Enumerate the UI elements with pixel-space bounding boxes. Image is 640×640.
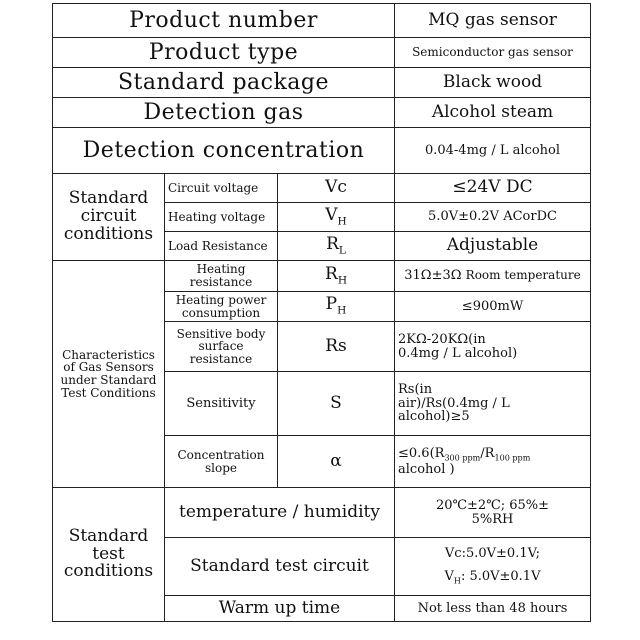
param-symbol: $V_H$ xyxy=(278,203,395,232)
table-row xyxy=(53,128,591,174)
param-value: 5.0V±0.2V ACorDC xyxy=(395,203,591,232)
param-symbol: α xyxy=(278,436,395,488)
param-value: ≤24V DC xyxy=(395,174,591,203)
param-name: Sensitive body surface resistance xyxy=(165,322,278,372)
table-row xyxy=(53,68,591,98)
param-value: 20℃±2℃; 65%± 5%RH xyxy=(395,488,591,538)
param-name: Heating voltage xyxy=(165,203,278,232)
param-value: 2KΩ-20KΩ(in 0.4mg / L alcohol) xyxy=(395,322,591,372)
table-row xyxy=(53,488,591,538)
param-name: Heating power consumption xyxy=(165,292,278,322)
row-value: Black wood xyxy=(395,68,591,98)
row-value: 0.04-4mg / L alcohol xyxy=(395,128,591,174)
param-name: Sensitivity xyxy=(165,372,278,436)
row-label: Standard package xyxy=(53,68,395,98)
group-label: Characteristics of Gas Sensors under Standard Test Conditions xyxy=(53,261,165,488)
param-symbol: Vc xyxy=(278,174,395,203)
group-label: Standard test conditions xyxy=(53,488,165,622)
param-value: Adjustable xyxy=(395,232,591,261)
sensor-spec-table xyxy=(52,3,591,622)
param-value: $\le 0.6(R_{300 ppm}/R_{100 ppm}$ alcohol ) xyxy=(395,436,591,488)
param-value: ≤900mW xyxy=(395,292,591,322)
param-symbol: Rs xyxy=(278,322,395,372)
row-label: Detection concentration xyxy=(53,128,395,174)
param-name: Circuit voltage xyxy=(165,174,278,203)
row-value: MQ gas sensor xyxy=(395,4,591,38)
row-label: Detection gas xyxy=(53,98,395,128)
param-name: Warm up time xyxy=(165,596,395,622)
row-value: Semiconductor gas sensor xyxy=(395,38,591,68)
table-row xyxy=(53,98,591,128)
param-value: Rs(in air)/Rs(0.4mg / L alcohol)≥5 xyxy=(395,372,591,436)
row-label: Product type xyxy=(53,38,395,68)
param-name: temperature / humidity xyxy=(165,488,395,538)
param-value: Not less than 48 hours xyxy=(395,596,591,622)
param-name: Standard test circuit xyxy=(165,538,395,596)
row-value: Alcohol steam xyxy=(395,98,591,128)
param-name: Heating resistance xyxy=(165,261,278,292)
param-symbol: $R_H$ xyxy=(278,261,395,292)
param-value: Vc:5.0V±0.1V; $V_H$: 5.0V±0.1V xyxy=(395,538,591,596)
table-row xyxy=(53,261,591,292)
param-symbol: $P_H$ xyxy=(278,292,395,322)
param-symbol: $R_L$ xyxy=(278,232,395,261)
group-label: Standard circuit conditions xyxy=(53,174,165,261)
row-label: Product number xyxy=(53,4,395,38)
param-value: 31Ω±3Ω Room temperature xyxy=(395,261,591,292)
table-row xyxy=(53,174,591,203)
param-symbol: S xyxy=(278,372,395,436)
table-row xyxy=(53,38,591,68)
table-row xyxy=(53,4,591,38)
param-name: Load Resistance xyxy=(165,232,278,261)
param-name: Concentration slope xyxy=(165,436,278,488)
